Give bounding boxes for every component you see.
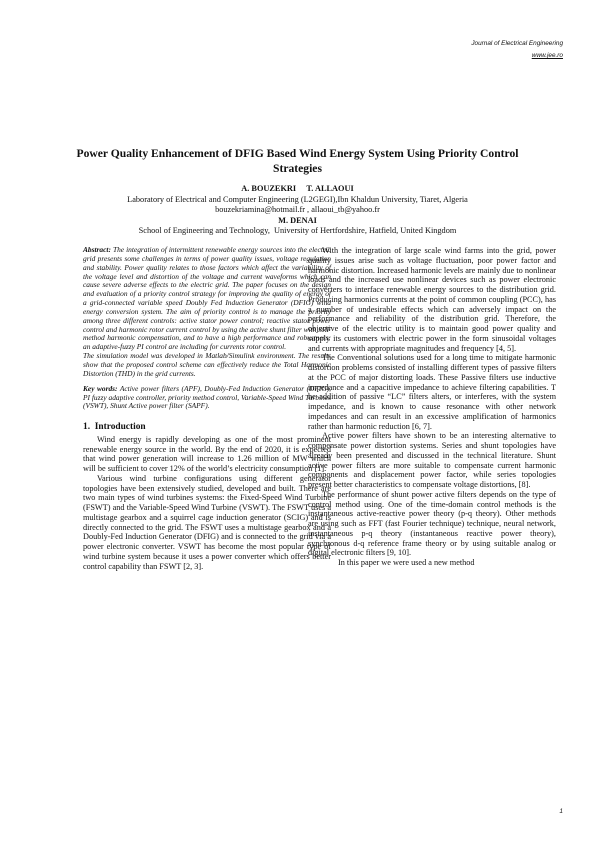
authors-block <box>40 184 555 237</box>
right-column <box>308 246 556 568</box>
page-number: 1 <box>559 808 563 815</box>
paper-title: Power Quality Enhancement of DFIG Based Wind Energy System Using Priority Control Strategies <box>76 147 519 175</box>
right-para-2: The Conventional solutions used for a long time to mitigate harmonic distortion problems consisted of installing different types of passive filters at the PCC of major distorting loads. These Passive filters use inductive impedance and a capacitive impedance to achieve filtering capabilities. T he addition of passive “LC” filters alters, or interferes, with the system impedance, and is known to cause resonance with other network impedances and can result in an excessive amplification of harmonics rather than harmonic reduction [6, 7]. <box>308 353 556 431</box>
journal-url-link[interactable]: www.jee.ro <box>531 52 563 59</box>
right-para-4: The performance of shunt power active filters depends on the type of control method using. One of the time-domain control methods is the instantaneous active-reactive power theory (p-q theory). Other methods are using such as FFT (fast Fourier technique) technique, neural network, instantaneous p-q theory (instantaneous reactive power theory), synchronous d-q reference frame theory or by using suitable analog or digital electronic filters [9, 10]. <box>308 489 556 558</box>
keywords-text: Active power filters (APF), Doubly-Fed Induction Generator (DFIG), PI fuzzy adaptive controller, priority method control, Variable-Speed Wind Turbines (VSWT), Shunt Active power filter (SAPF). <box>83 383 332 411</box>
author-affiliation-1: Laboratory of Electrical and Computer Engineering (L2GEGI),Ibn Khaldun University, Tiaret, Algeria <box>127 194 468 204</box>
author-affiliation-2: School of Engineering and Technology, University of Hertfordshire, Hatfield, United Kingdom <box>138 226 457 236</box>
right-para-1: With the integration of large scale wind farms into the grid, power quality issues arise such as voltage fluctuation, poor power factor and harmonic distortion. Increased harmonic levels are mainly due to nonlinear loads and the increased use nonlinear devices such as power electronic converters to interface renewable energy sources to the distribution grid. Producing harmonics currents at the point of common coupling (PCC), has a number of undesirable effects which can adversely impact on the performance and reliability of the distribution grid. Therefore, the objective of the electric utility is to maintain good power quality and supply its customers with electric power in the form sinusoidal voltages and currents with appropriate magnitudes and frequency [4, 5]. <box>308 246 556 353</box>
left-column <box>83 246 331 571</box>
author-names-2: M. DENAI <box>278 215 317 225</box>
abstract-para-1 <box>83 246 331 352</box>
keywords <box>83 385 331 412</box>
author-emails: bouzekriamina@hotmail.fr , allaoui_tb@yahoo.fr <box>215 205 380 215</box>
abstract <box>83 246 331 379</box>
intro-para-1: Wind energy is rapidly developing as one of the most prominent renewable energy source in the world. By the end of 2020, it is expected that wind power generation will increase to 1.26 million of MW which will be sufficient to cover 12% of the world’s electricity consumption [1]. <box>83 434 331 474</box>
right-para-3: Active power filters have shown to be an interesting alternative to compensate power distortion systems. Series and shunt topologies have already been presented and discussed in the technical literature. Shunt active power filters are more suitable to compensate current harmonic components and displacement power factor, while series topologies present better characteristics to compensate voltage distortions, [8]. <box>308 431 556 489</box>
journal-name: Journal of Electrical Engineering <box>471 40 563 47</box>
keywords-label: Key words: <box>83 383 118 393</box>
intro-para-2: Various wind turbine configurations using different generator topologies have been extensively studied, developed and built. There are two main types of wind turbines systems: the Fixed-Speed Wind Turbine (FSWT) and the Variable-Speed Wind Turbine (VSWT). The FSWT uses a multistage gearbox and a squirrel cage induction generator (SCIG) and is directly connected to the grid. The FSWT uses a multistage gearbox and a Doubly-Fed Induction Generator (DFIG) and is connected to the grid via a power electronic converter. VSWT has become the most popular type of wind turbine system because it uses a power converter which offers better control capability than FSWT [2, 3]. <box>83 473 331 571</box>
abstract-text-1: The integration of intermittent renewable energy sources into the electric grid presents some challenges in terms of power quality issues, voltage regulation and stability. Power quality relates to those factors which affect the variability of the voltage level and distortion of the voltage and current waveforms which can cause severe adverse effects to the electric grid. The paper focuses on the design and evaluation of a priority control strategy for improving the quality of energy of a grid-connected variable speed Doubly Fed Induction Generator (DFIG) wind energy conversion system. The aim of priority control is to manage the priority among three different controls: active stator power control; reactive stator power control and harmonic rotor current control by using the active shunt filter with SRF method harmonic compensation, and to have a high performance and robustness; an adaptive-fuzzy PI control are including for currents rotor control. <box>83 245 331 352</box>
right-para-5: In this paper we were used a new method <box>338 558 475 567</box>
abstract-text-2: The simulation model was developed in Matlab/Simulink environment. The results show that the proposed control scheme can effectively reduce the Total Harmonic Distortion (THD) in the grid currents. <box>83 351 331 378</box>
author-names-1: A. BOUZEKRI T. ALLAOUI <box>241 184 354 193</box>
abstract-label: Abstract: <box>83 245 111 254</box>
section-heading-introduction: 1. Introduction <box>83 422 146 433</box>
